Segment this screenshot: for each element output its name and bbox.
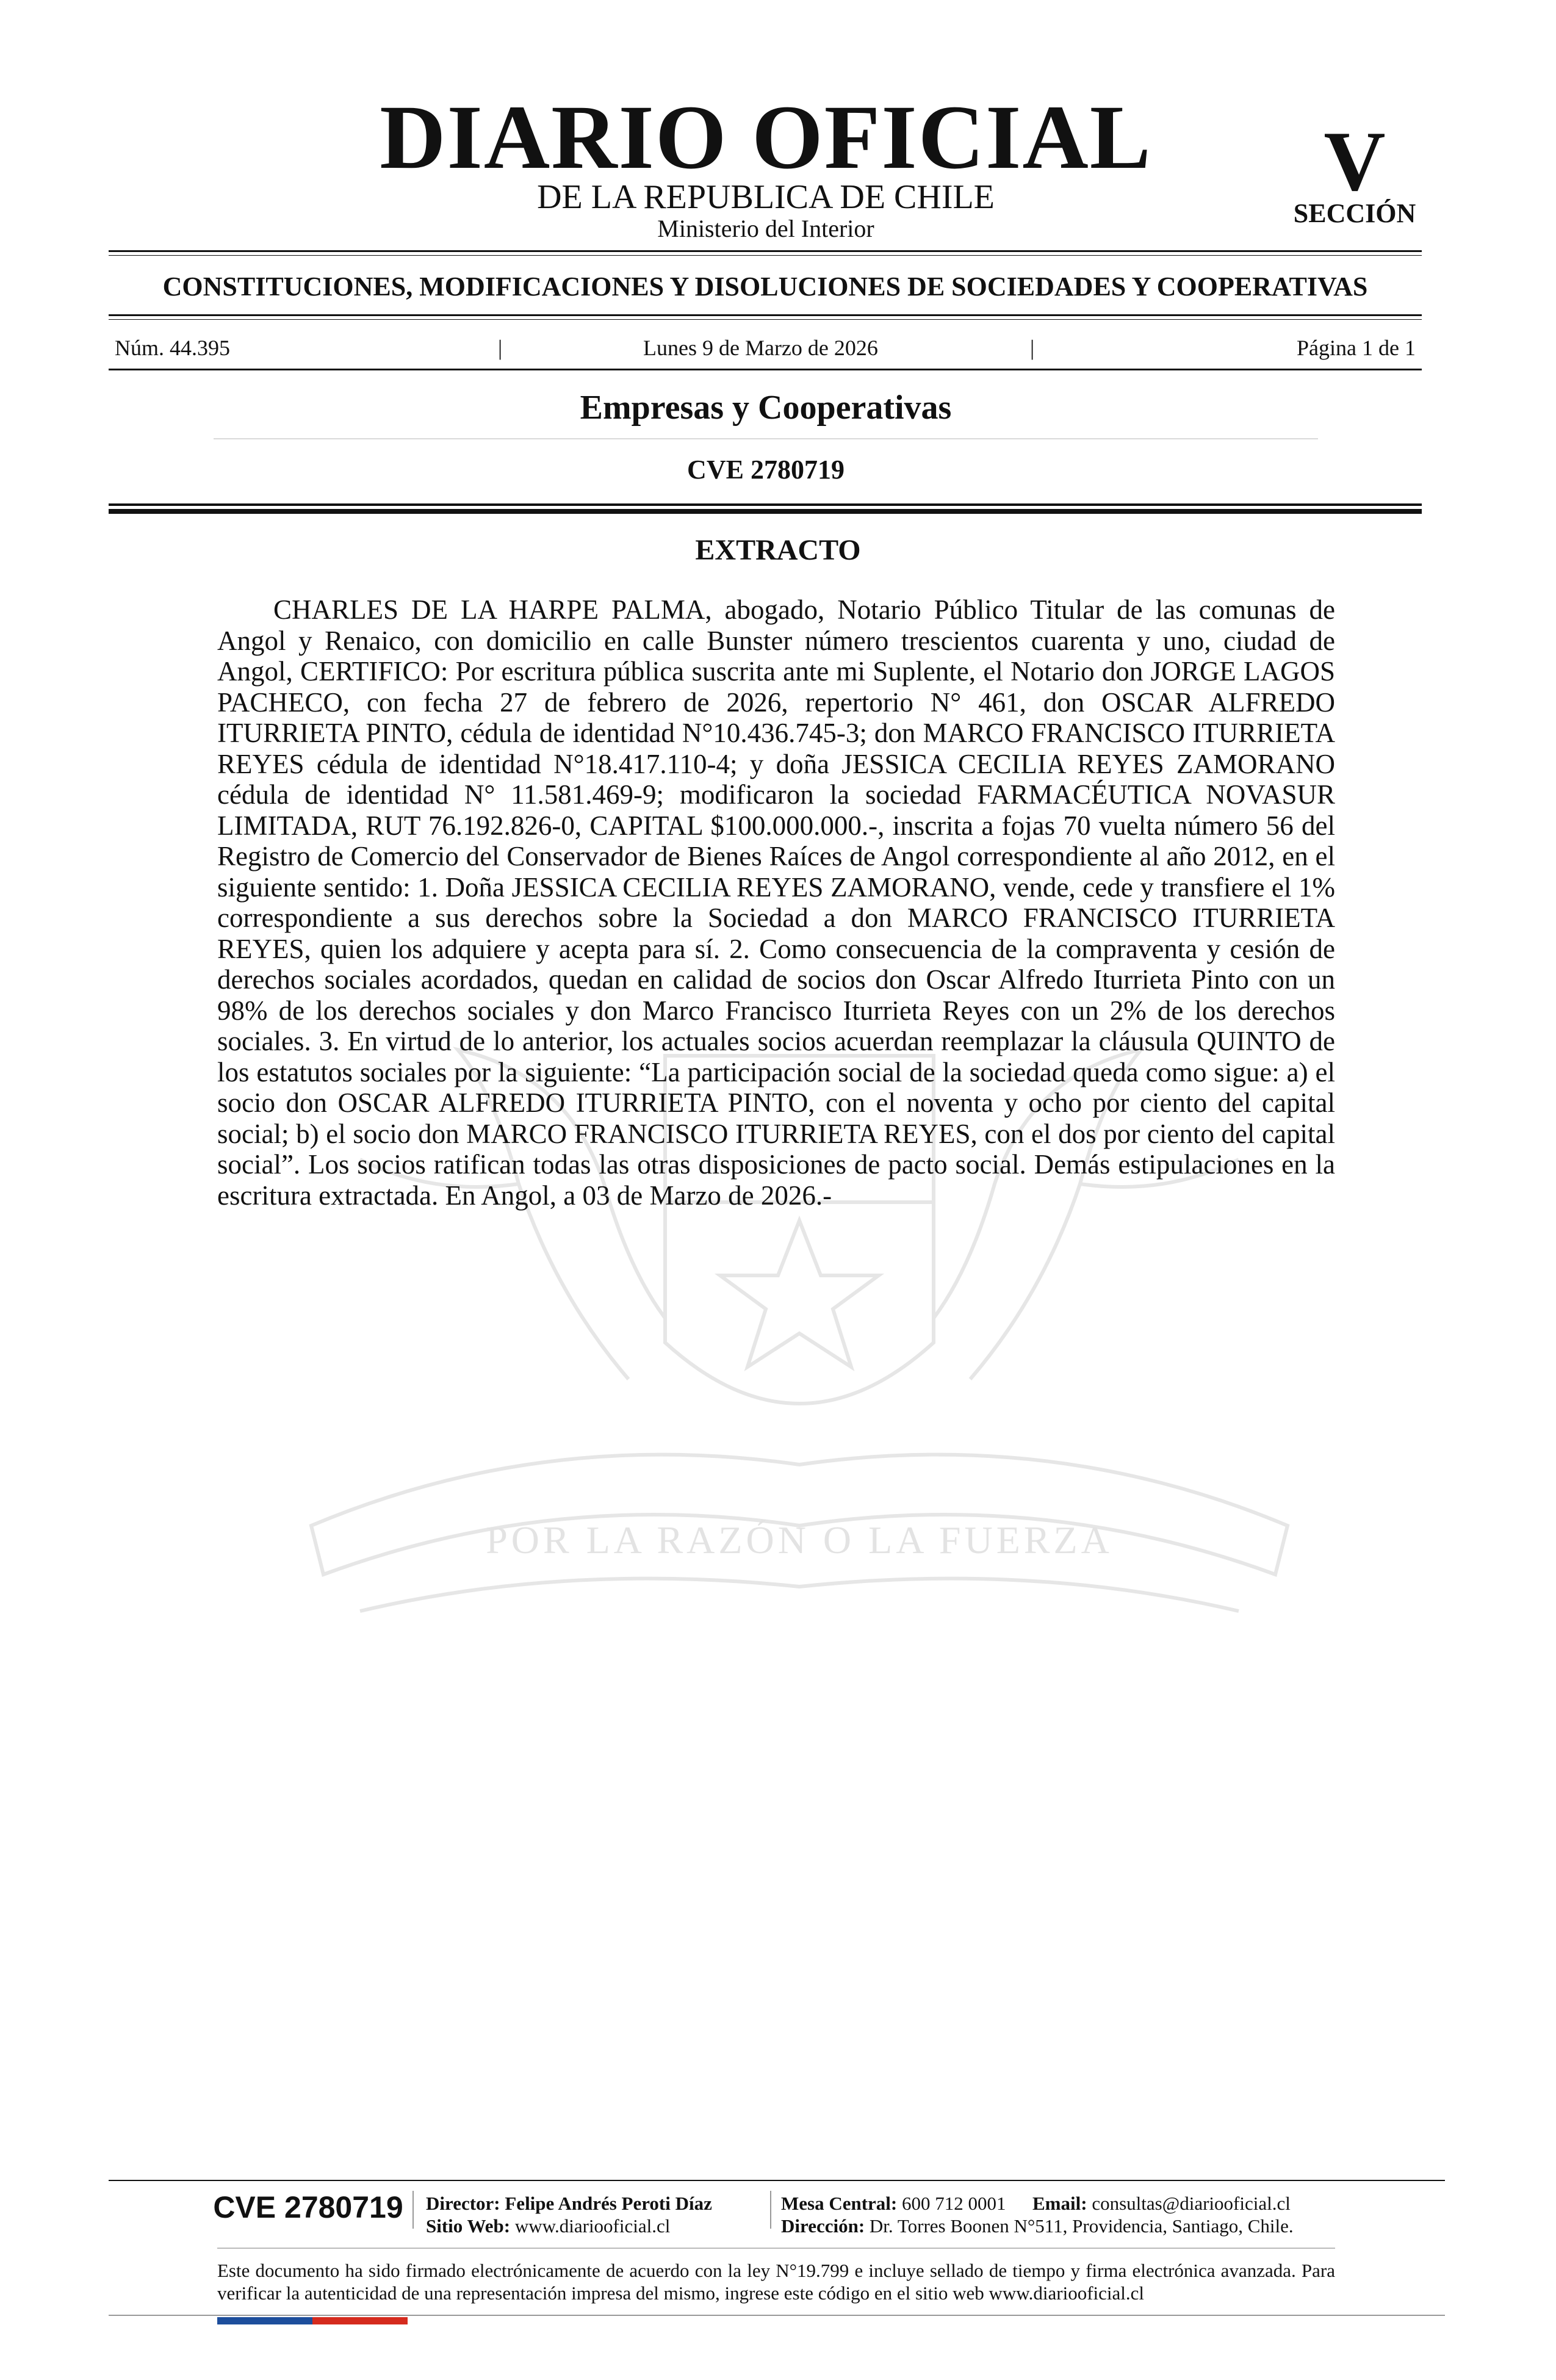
- footer-director: [426, 2192, 712, 2215]
- cve-rule-thick: [109, 509, 1422, 514]
- top-rule: [109, 250, 1422, 252]
- footer-rule: [109, 2180, 1445, 2181]
- footer-contact: [781, 2192, 1291, 2215]
- footer-divider: [770, 2191, 771, 2229]
- footer-divider: [412, 2191, 414, 2229]
- category-rule-thin: [109, 319, 1422, 320]
- website-link[interactable]: www.diariooficial.cl: [514, 2215, 671, 2237]
- info-rule: [109, 369, 1422, 370]
- issue-page: Página 1 de 1: [1297, 336, 1416, 360]
- section-letter: V: [1324, 114, 1386, 209]
- footer-thin-rule: [217, 2248, 1335, 2249]
- issue-date: Lunes 9 de Marzo de 2026: [643, 336, 878, 360]
- category-rule: [109, 314, 1422, 316]
- issue-info-row: [115, 336, 1416, 360]
- phone-value: 600 712 0001: [902, 2193, 1006, 2214]
- masthead-title: DIARIO OFICIAL: [380, 87, 1152, 188]
- footer-bottom-rule: [109, 2315, 1445, 2316]
- cve-rule: [109, 503, 1422, 506]
- phone-label: Mesa Central:: [781, 2193, 898, 2214]
- footer-note: Este documento ha sido firmado electrónicamente de acuerdo con la ley N°19.799 e incluye sellado de tiempo y firma electrónica avanzada. Para verificar la autenticidad de una representación impresa del mismo, ingrese este código en el sitio web www.diariooficial.cl: [217, 2260, 1335, 2304]
- director-label: Director:: [426, 2193, 500, 2214]
- section-label: SECCIÓN: [1293, 198, 1416, 228]
- email-label: Email:: [1032, 2193, 1087, 2214]
- issue-separator: |: [498, 336, 503, 360]
- masthead-subtitle: DE LA REPUBLICA DE CHILE: [537, 178, 995, 216]
- issue-number: Núm. 44.395: [115, 336, 230, 360]
- flag-stripe-red: [312, 2317, 408, 2324]
- top-rule-thin: [109, 255, 1422, 256]
- footer-cve: CVE 2780719: [213, 2190, 403, 2224]
- address-value: Dr. Torres Boonen N°511, Providencia, Santiago, Chile.: [869, 2215, 1294, 2237]
- footer-address: [781, 2215, 1294, 2237]
- flag-stripe-blue: [217, 2317, 312, 2324]
- address-label: Dirección:: [781, 2215, 865, 2237]
- masthead-ministry: Ministerio del Interior: [657, 215, 874, 242]
- category-heading: CONSTITUCIONES, MODIFICACIONES Y DISOLUCIONES DE SOCIEDADES Y COOPERATIVAS: [162, 272, 1368, 301]
- director-value: Felipe Andrés Peroti Díaz: [505, 2193, 712, 2214]
- website-label: Sitio Web:: [426, 2215, 511, 2237]
- section-divider: [214, 438, 1318, 439]
- watermark-motto: POR LA RAZÓN O LA FUERZA: [486, 1518, 1113, 1562]
- cve-heading: CVE 2780719: [687, 455, 845, 485]
- extract-title: EXTRACTO: [695, 534, 861, 566]
- footer-website: [426, 2215, 670, 2237]
- email-link[interactable]: consultas@diariooficial.cl: [1092, 2193, 1291, 2214]
- extract-body: CHARLES DE LA HARPE PALMA, abogado, Notario Público Titular de las comunas de Angol y Renaico, con domicilio en calle Bunster número trescientos cuarenta y uno, ciudad de Angol, CERTIFICO: Por escritura pública suscrita ante mi Suplente, el Notario don JORGE LAGOS PACHECO, con fecha 27 de febrero de 2026, repertorio N° 461, don OSCAR ALFREDO ITURRIETA PINTO, cédula de identidad N°10.436.745-3; don MARCO FRANCISCO ITURRIETA REYES cédula de identidad N°18.417.110-4; y doña JESSICA CECILIA REYES ZAMORANO cédula de identidad N° 11.581.469-9; modificaron la sociedad FARMACÉUTICA NOVASUR LIMITADA, RUT 76.192.826-0, CAPITAL $100.000.000.-, inscrita a fojas 70 vuelta número 56 del Registro de Comercio del Conservador de Bienes Raíces de Angol correspondiente al año 2012, en el siguiente sentido: 1. Doña JESSICA CECILIA REYES ZAMORANO, vende, cede y transfiere el 1% correspondiente a sus derechos sobre la Sociedad a don MARCO FRANCISCO ITURRIETA REYES, quien los adquiere y acepta para sí. 2. Como consecuencia de la compraventa y cesión de derechos sociales acordados, quedan en calidad de socios don Oscar Alfredo Iturrieta Pinto con un 98% de los derechos sociales y don Marco Francisco Iturrieta Reyes con un 2% de los derechos sociales. 3. En virtud de lo anterior, los actuales socios acuerdan reemplazar la cláusula QUINTO de los estatutos sociales por la siguiente: “La participación social de la sociedad queda como sigue: a) el socio don OSCAR ALFREDO ITURRIETA PINTO, con el noventa y ocho por ciento del capital social; b) el socio don MARCO FRANCISCO ITURRIETA REYES, con el dos por ciento del capital social”. Los socios ratifican todas las otras disposiciones de pacto social. Demás estipulaciones en la escritura extractada. En Angol, a 03 de Marzo de 2026.-: [217, 594, 1335, 1211]
- section-title: Empresas y Cooperativas: [580, 389, 952, 427]
- issue-separator: |: [1030, 336, 1035, 360]
